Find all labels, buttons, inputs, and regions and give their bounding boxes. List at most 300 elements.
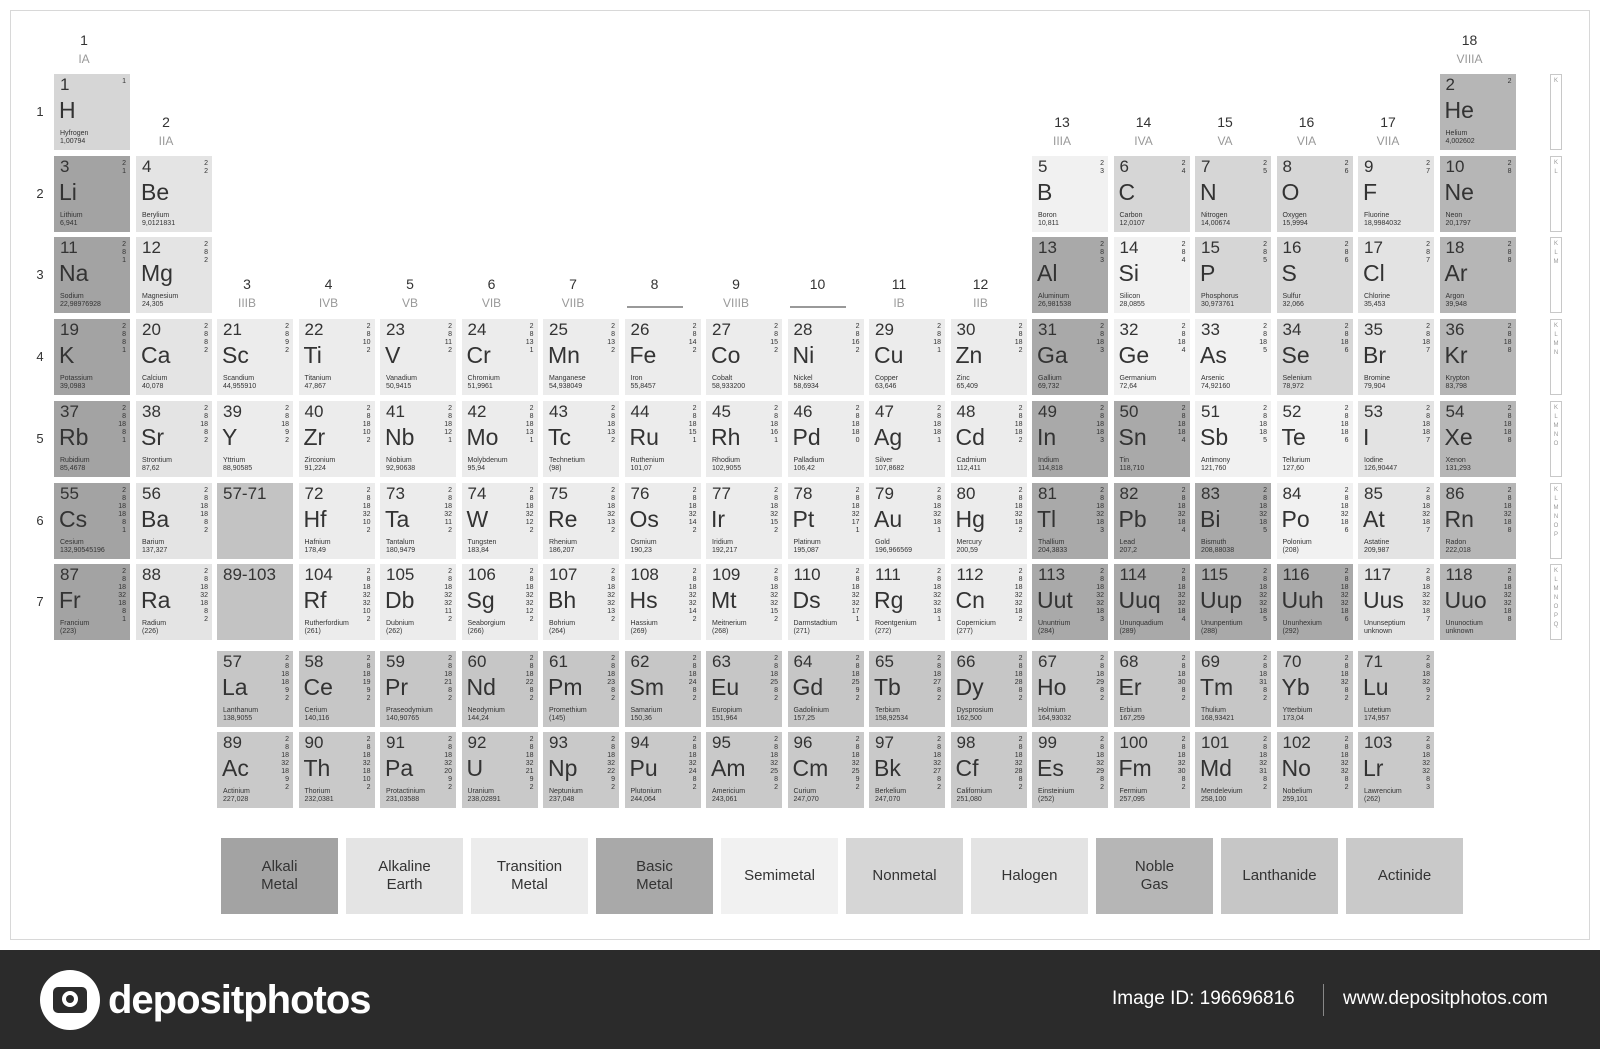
element-cell-cl[interactable] (1358, 237, 1434, 313)
element-symbol: Mt (711, 587, 737, 614)
element-cell-hg[interactable] (951, 483, 1027, 559)
electron-shells: 2 8 18 32 32 14 2 (688, 568, 697, 624)
group-roman-label: IIIB (237, 296, 256, 310)
electron-shells: 2 8 18 32 12 2 (525, 486, 534, 534)
element-cell-fm[interactable] (1114, 732, 1190, 808)
element-cell-rn[interactable] (1440, 483, 1516, 559)
atomic-mass: 168,93421 (1201, 715, 1235, 722)
element-symbol: Fm (1118, 755, 1152, 781)
element-cell-rf[interactable] (299, 564, 375, 640)
element-cell-np[interactable] (543, 732, 619, 808)
atomic-number: 98 (956, 733, 976, 752)
element-cell-es[interactable] (1032, 732, 1108, 808)
element-name: Carbon (1119, 211, 1143, 219)
element-cell-c[interactable] (1114, 156, 1190, 232)
element-cell-ta[interactable] (380, 483, 456, 559)
element-symbol: Er (1118, 674, 1142, 700)
electron-shells: 2 8 18 32 18 6 (1340, 486, 1349, 534)
element-name: Meitnerium (712, 620, 747, 628)
atomic-number: 51 (1201, 401, 1220, 421)
atomic-number: 22 (304, 320, 324, 340)
element-symbol: Ne (1444, 178, 1474, 205)
element-cell-ga[interactable] (1032, 319, 1108, 395)
element-cell-nb[interactable] (380, 401, 456, 477)
element-cell-na[interactable] (54, 237, 130, 313)
electron-shells: 2 8 18 32 28 8 2 (1014, 736, 1023, 791)
atomic-number: 106 (467, 565, 496, 585)
element-name: Sodium (60, 293, 84, 301)
element-cell-ac[interactable] (217, 732, 293, 808)
shell-labels: K (1550, 74, 1562, 150)
atomic-number: 9 (1364, 156, 1374, 176)
element-symbol: Ru (629, 423, 659, 450)
electron-shells: 2 8 18 32 32 8 3 (1422, 736, 1430, 791)
atomic-mass: (288) (1201, 628, 1218, 636)
element-cell-i[interactable] (1358, 401, 1434, 477)
element-name: Polonium (1282, 538, 1312, 546)
element-cell-pm[interactable] (543, 651, 619, 727)
atomic-mass: 238,02891 (467, 796, 501, 803)
element-cell-se[interactable] (1277, 319, 1353, 395)
element-cell-mg[interactable] (136, 237, 212, 313)
element-symbol: S (1281, 260, 1297, 287)
atomic-number: 76 (630, 483, 650, 503)
element-symbol: Pd (792, 423, 821, 450)
element-cell-y[interactable] (217, 401, 293, 477)
element-cell-la[interactable] (217, 651, 293, 727)
element-cell-zn[interactable] (951, 319, 1027, 395)
element-cell-co[interactable] (706, 319, 782, 395)
element-name: Molybdenum (467, 456, 508, 464)
element-cell-ni[interactable] (788, 319, 864, 395)
element-cell-tm[interactable] (1195, 651, 1271, 727)
element-cell-uus[interactable] (1358, 564, 1434, 640)
element-symbol: Ge (1118, 342, 1150, 369)
atomic-number: 63 (712, 652, 731, 671)
element-symbol: Ti (303, 342, 322, 369)
element-cell-mn[interactable] (543, 319, 619, 395)
atomic-mass: 85,4678 (60, 464, 86, 472)
atomic-mass: 47,867 (304, 383, 326, 391)
element-cell-rg[interactable] (869, 564, 945, 640)
element-name: Ununquadium (1119, 620, 1164, 628)
atomic-number: 88 (142, 565, 161, 585)
element-cell-te[interactable] (1277, 401, 1353, 477)
element-symbol: Mg (141, 260, 173, 287)
legend-actinide: Actinide (1346, 838, 1463, 914)
element-symbol: Pb (1118, 505, 1147, 532)
element-cell-uuo[interactable] (1440, 564, 1516, 640)
element-symbol: Hg (955, 505, 985, 532)
element-name: Fermium (1119, 788, 1148, 795)
electron-shells: 2 8 18 32 32 18 8 (1503, 568, 1512, 624)
element-cell-ne[interactable] (1440, 156, 1516, 232)
element-cell-hf[interactable] (299, 483, 375, 559)
group-roman-label: VIIIB (722, 296, 749, 310)
element-cell-cu[interactable] (869, 319, 945, 395)
element-cell-eu[interactable] (706, 651, 782, 727)
element-cell-pt[interactable] (788, 483, 864, 559)
element-name: Bismuth (1201, 538, 1227, 546)
element-symbol: He (1444, 97, 1474, 123)
element-cell-in[interactable] (1032, 401, 1108, 477)
element-symbol: Rh (711, 423, 741, 450)
atomic-mass: (145) (549, 715, 566, 722)
element-cell-pu[interactable] (625, 732, 701, 808)
element-name: Oxygen (1282, 211, 1307, 219)
element-cell-o[interactable] (1277, 156, 1353, 232)
element-name: Fluorine (1364, 211, 1390, 219)
atomic-number: 107 (549, 565, 578, 585)
atomic-number: 5 (1038, 156, 1048, 176)
atomic-number: 96 (793, 733, 813, 752)
element-cell-pr[interactable] (380, 651, 456, 727)
element-cell-po[interactable] (1277, 483, 1353, 559)
element-cell-mo[interactable] (462, 401, 538, 477)
element-name: Lawrencium (1364, 788, 1402, 795)
element-cell-cn[interactable] (951, 564, 1027, 640)
element-cell-zr[interactable] (299, 401, 375, 477)
atomic-number: 17 (1364, 238, 1383, 258)
element-symbol: H (59, 97, 76, 123)
electron-shells: 2 8 18 32 25 9 2 (851, 736, 860, 791)
element-cell-tl[interactable] (1032, 483, 1108, 559)
element-name: Tantalum (386, 538, 415, 546)
site-url[interactable]: www.depositphotos.com (1343, 988, 1548, 1009)
element-cell-bh[interactable] (543, 564, 619, 640)
element-symbol: Tm (1200, 674, 1234, 700)
element-cell-pa[interactable] (380, 732, 456, 808)
element-name: Plutonium (630, 788, 662, 795)
atomic-mass: 140,90765 (386, 715, 420, 722)
element-cell-sg[interactable] (462, 564, 538, 640)
element-cell-pb[interactable] (1114, 483, 1190, 559)
atomic-number: 65 (875, 652, 894, 671)
element-symbol: Sm (629, 674, 664, 700)
atomic-number: 114 (1119, 565, 1147, 585)
atomic-mass: (266) (467, 628, 484, 636)
electron-shells: 2 8 18 31 8 2 (1259, 655, 1267, 702)
element-cell-lu[interactable] (1358, 651, 1434, 727)
element-cell-cs[interactable] (54, 483, 130, 559)
element-cell-cd[interactable] (951, 401, 1027, 477)
element-cell-rh[interactable] (706, 401, 782, 477)
element-symbol: Rg (874, 587, 904, 614)
element-name: Lithium (60, 211, 83, 219)
element-symbol: Pm (548, 674, 583, 700)
element-symbol: Pt (792, 505, 815, 532)
electron-shells: 2 8 18 32 18 2 (1014, 486, 1023, 534)
element-cell-ir[interactable] (706, 483, 782, 559)
element-name: Radium (142, 620, 167, 628)
element-cell-os[interactable] (625, 483, 701, 559)
atomic-mass: (252) (1038, 796, 1055, 803)
electron-shells: 2 8 18 32 32 18 1 (933, 568, 941, 624)
atomic-mass: 183,84 (467, 546, 489, 554)
element-cell-md[interactable] (1195, 732, 1271, 808)
element-cell-uuh[interactable] (1277, 564, 1353, 640)
element-name: Nickel (793, 375, 813, 383)
element-symbol: Cn (955, 587, 985, 614)
element-cell-s[interactable] (1277, 237, 1353, 313)
atomic-mass: 101,07 (630, 464, 652, 472)
element-cell-ar[interactable] (1440, 237, 1516, 313)
element-cell-ba[interactable] (136, 483, 212, 559)
element-symbol: Pu (629, 755, 658, 781)
atomic-number: 12 (142, 238, 161, 258)
group-number: 8 (650, 276, 659, 292)
atomic-number: 14 (1119, 238, 1139, 258)
atomic-number: 40 (304, 401, 324, 421)
atomic-number: 2 (1445, 75, 1455, 94)
electron-shells: 2 8 18 7 (1422, 323, 1430, 355)
electron-shells: 2 8 18 32 8 2 (1340, 655, 1349, 702)
element-cell-pd[interactable] (788, 401, 864, 477)
period-number: 6 (36, 512, 44, 528)
element-name: Mercury (956, 538, 982, 546)
element-name: Europium (712, 707, 742, 714)
element-cell-bk[interactable] (869, 732, 945, 808)
element-cell-fr[interactable] (54, 564, 130, 640)
element-cell-re[interactable] (543, 483, 619, 559)
element-cell-as[interactable] (1195, 319, 1271, 395)
element-cell-sr[interactable] (136, 401, 212, 477)
atomic-number: 73 (386, 483, 405, 503)
element-name: Sulfur (1282, 293, 1301, 301)
atomic-mass: 92,90638 (386, 464, 416, 472)
element-cell-tb[interactable] (869, 651, 945, 727)
group-number: 9 (732, 276, 740, 292)
element-name: Ununtrium (1038, 620, 1071, 628)
element-cell-bi[interactable] (1195, 483, 1271, 559)
element-cell-th[interactable] (299, 732, 375, 808)
electron-shells: 2 8 18 32 32 11 2 (444, 568, 452, 624)
atomic-mass: 150,36 (630, 715, 652, 722)
element-name: Helium (1445, 130, 1468, 137)
group-roman-label: VB (401, 296, 418, 310)
group-roman-label: IVA (1134, 134, 1153, 148)
element-name: Thulium (1201, 707, 1226, 714)
element-name: Rhenium (549, 538, 578, 546)
element-name: Xenon (1445, 456, 1466, 464)
element-cell-ag[interactable] (869, 401, 945, 477)
element-cell-ce[interactable] (299, 651, 375, 727)
element-name: Niobium (386, 456, 412, 464)
element-cell-rb[interactable] (54, 401, 130, 477)
element-cell-si[interactable] (1114, 237, 1190, 313)
element-cell-ca[interactable] (136, 319, 212, 395)
element-name: Curium (793, 788, 817, 795)
atomic-number: 100 (1119, 733, 1148, 752)
element-cell-sc[interactable] (217, 319, 293, 395)
element-cell-au[interactable] (869, 483, 945, 559)
element-name: Ununpentium (1201, 620, 1243, 628)
element-symbol: W (466, 505, 489, 532)
electron-shells: 2 8 18 18 3 (1096, 404, 1104, 444)
element-cell-sb[interactable] (1195, 401, 1271, 477)
element-name: Ruthenium (630, 456, 665, 464)
element-cell-at[interactable] (1358, 483, 1434, 559)
element-cell-am[interactable] (706, 732, 782, 808)
element-cell-ds[interactable] (788, 564, 864, 640)
atomic-number: 74 (467, 483, 487, 503)
atomic-number: 110 (793, 565, 821, 585)
atomic-mass: 247,070 (793, 796, 819, 803)
element-symbol: Th (303, 755, 331, 781)
atomic-mass: 14,00674 (1201, 219, 1231, 227)
group-roman-label: VIIB (561, 296, 585, 310)
element-cell-tc[interactable] (543, 401, 619, 477)
atomic-mass: 112,411 (956, 464, 981, 472)
element-cell-cm[interactable] (788, 732, 864, 808)
element-cell-br[interactable] (1358, 319, 1434, 395)
electron-shells: 2 8 18 32 25 8 2 (770, 736, 778, 791)
atomic-number: 50 (1119, 401, 1139, 421)
element-name: Ununoctium (1445, 620, 1483, 628)
element-cell-uuq[interactable] (1114, 564, 1190, 640)
electron-shells: 2 8 18 8 2 (200, 404, 208, 444)
element-symbol: Uuo (1444, 587, 1487, 614)
element-name: Promethium (549, 707, 587, 714)
element-name: Astatine (1364, 538, 1390, 546)
element-cell-w[interactable] (462, 483, 538, 559)
element-cell-li[interactable] (54, 156, 130, 232)
element-symbol: Bk (874, 755, 901, 781)
element-cell-n[interactable] (1195, 156, 1271, 232)
element-cell-f[interactable] (1358, 156, 1434, 232)
group-number: 3 (243, 276, 251, 292)
electron-shells: 2 8 18 32 18 8 2 (200, 568, 208, 624)
atomic-mass: 22,98976928 (60, 301, 101, 309)
element-cell-ho[interactable] (1032, 651, 1108, 727)
atomic-mass: 58,933200 (712, 383, 746, 391)
electron-shells: 2 8 1 (122, 241, 126, 265)
element-symbol: Pr (385, 674, 408, 700)
element-symbol: Ag (874, 423, 903, 450)
element-name: Yttrium (223, 456, 246, 464)
electron-shells: 2 8 18 18 8 2 (200, 486, 208, 534)
atomic-number: 26 (630, 320, 650, 340)
element-cell-db[interactable] (380, 564, 456, 640)
element-cell-ra[interactable] (136, 564, 212, 640)
element-name: Berylium (142, 211, 170, 219)
element-symbol: Sr (141, 423, 164, 450)
element-symbol: Uuq (1118, 587, 1161, 614)
element-cell-uut[interactable] (1032, 564, 1108, 640)
element-name: Osmium (630, 538, 657, 546)
element-symbol: Na (59, 260, 89, 287)
electron-shells: 2 8 6 (1344, 241, 1349, 265)
element-cell-be[interactable] (136, 156, 212, 232)
electron-shells: 2 8 18 32 32 8 2 (1340, 736, 1349, 791)
element-cell-uup[interactable] (1195, 564, 1271, 640)
element-cell-k[interactable] (54, 319, 130, 395)
atomic-number: 3 (60, 156, 70, 176)
electron-shells: 2 8 8 (1507, 241, 1512, 265)
element-symbol: K (59, 342, 75, 369)
element-cell-mt[interactable] (706, 564, 782, 640)
group-roman-label: IA (78, 52, 90, 66)
element-cell-p[interactable] (1195, 237, 1271, 313)
element-name: Neon (1445, 211, 1463, 219)
atomic-number: 45 (712, 401, 731, 421)
element-cell-ti[interactable] (299, 319, 375, 395)
element-cell-v[interactable] (380, 319, 456, 395)
electron-shells: 2 8 18 10 2 (362, 404, 371, 444)
atomic-number: 72 (304, 483, 324, 503)
atomic-mass: (277) (956, 628, 973, 636)
atomic-mass: (292) (1282, 628, 1299, 636)
element-cell-kr[interactable] (1440, 319, 1516, 395)
element-cell-he[interactable] (1440, 74, 1516, 150)
element-cell-no[interactable] (1277, 732, 1353, 808)
element-cell-yb[interactable] (1277, 651, 1353, 727)
element-name: Terbium (875, 707, 900, 714)
element-cell-u[interactable] (462, 732, 538, 808)
element-symbol: Si (1118, 260, 1139, 287)
element-name: Nitrogen (1201, 211, 1228, 219)
atomic-number: 46 (793, 401, 813, 421)
element-cell-gd[interactable] (788, 651, 864, 727)
element-cell-lr[interactable] (1358, 732, 1434, 808)
element-cell-ru[interactable] (625, 401, 701, 477)
element-cell-sn[interactable] (1114, 401, 1190, 477)
atomic-mass: 65,409 (956, 383, 978, 391)
element-cell-er[interactable] (1114, 651, 1190, 727)
atomic-number: 55 (60, 483, 79, 503)
element-name: Palladium (793, 456, 825, 464)
element-name: Antimony (1201, 456, 1231, 464)
electron-shells: 2 6 (1344, 159, 1349, 175)
atomic-number: 20 (142, 320, 161, 340)
group-number: 16 (1298, 114, 1315, 130)
element-cell-al[interactable] (1032, 237, 1108, 313)
element-symbol: Be (141, 178, 170, 205)
element-cell-fe[interactable] (625, 319, 701, 395)
group-number: 12 (972, 276, 989, 292)
element-symbol: Ni (792, 342, 815, 369)
period-number: 1 (36, 104, 44, 119)
element-cell-sm[interactable] (625, 651, 701, 727)
atomic-mass: 190,23 (630, 546, 652, 554)
atomic-mass: 30,973761 (1201, 301, 1235, 309)
atomic-number: 52 (1282, 401, 1302, 421)
element-cell-cf[interactable] (951, 732, 1027, 808)
atomic-mass: 1,00794 (60, 138, 86, 145)
element-cell-nd[interactable] (462, 651, 538, 727)
element-symbol: C (1118, 178, 1136, 205)
element-cell-dy[interactable] (951, 651, 1027, 727)
atomic-number: 79 (875, 483, 894, 503)
element-cell-b[interactable] (1032, 156, 1108, 232)
element-symbol: Uuh (1281, 587, 1324, 614)
electron-shells: 2 8 (1507, 159, 1512, 175)
element-cell-cr[interactable] (462, 319, 538, 395)
element-cell-ge[interactable] (1114, 319, 1190, 395)
atomic-mass: 114,818 (1038, 464, 1063, 472)
element-cell-xe[interactable] (1440, 401, 1516, 477)
legend-noble: Noble Gas (1096, 838, 1213, 914)
element-symbol: Al (1037, 260, 1058, 287)
element-symbol: Ho (1037, 674, 1067, 700)
atomic-mass: 208,88038 (1201, 546, 1235, 554)
element-cell-hs[interactable] (625, 564, 701, 640)
element-cell-h[interactable] (54, 74, 130, 150)
atomic-mass: 58,6934 (793, 383, 819, 391)
legend-semimetal: Semimetal (721, 838, 838, 914)
atomic-mass: 126,90447 (1364, 464, 1398, 472)
element-symbol: Uut (1037, 587, 1073, 614)
